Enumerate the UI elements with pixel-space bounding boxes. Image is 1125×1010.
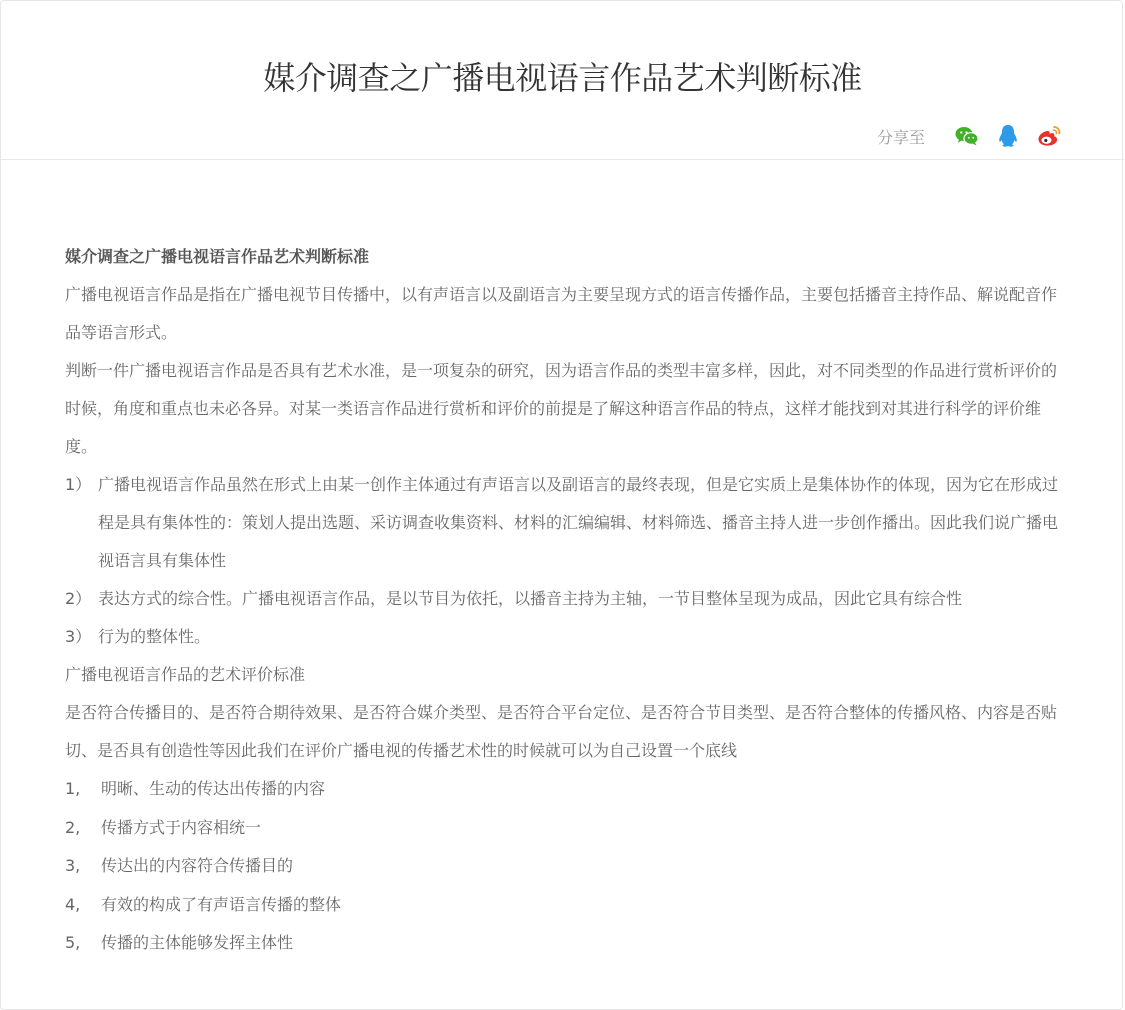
section-heading: 广播电视语言作品的艺术评价标准 <box>65 665 306 684</box>
list-text: 传达出的内容符合传播目的 <box>101 856 294 875</box>
page-title: 媒介调查之广播电视语言作品艺术判断标准 <box>263 59 862 97</box>
list-number: 1） <box>65 475 92 494</box>
share-bar <box>877 121 1062 151</box>
list-item <box>65 924 1060 963</box>
paragraph: 判断一件广播电视语言作品是否具有艺术水准，是一项复杂的研究，因为语言作品的类型丰富多样，因此，对不同类型的作品进行赏析评价的时候，角度和重点也未必各异。对某一类语言作品进行赏析和评价的前提是了解这种语言作品的特点，这样才能找到对其进行科学的评价维度。 <box>65 361 1058 456</box>
list-text: 有效的构成了有声语言传播的整体 <box>101 894 342 914</box>
list-text: 表达方式的综合性。广播电视语言作品，是以节目为依托，以播音主持为主轴，一节目整体呈现为成品，因此它具有综合性 <box>98 589 963 608</box>
wechat-icon[interactable] <box>954 123 980 149</box>
list-item <box>65 618 1060 656</box>
article-header <box>1 1 1124 160</box>
list-item <box>65 809 1060 848</box>
list-number: 3, <box>65 856 81 875</box>
list-item <box>65 580 1060 618</box>
list-text: 明晰、生动的传达出传播的内容 <box>101 779 326 798</box>
list-number: 3） <box>65 627 92 646</box>
article-body <box>65 238 1060 963</box>
weibo-icon[interactable] <box>1036 123 1062 149</box>
share-label: 分享至 <box>876 127 925 147</box>
qq-icon[interactable] <box>995 123 1021 149</box>
list-number: 2, <box>65 817 81 837</box>
list-text: 行为的整体性。 <box>98 627 211 646</box>
list-text: 传播方式于内容相统一 <box>101 817 262 837</box>
list-text: 广播电视语言作品虽然在形式上由某一创作主体通过有声语言以及副语言的最终表现，但是它实质上是集体协作的体现，因为它在形成过程是具有集体性的：策划人提出选题、采访调查收集资料、材料的汇编编辑、材料筛选、播音主持人进一步创作播出。因此我们说广播电视语言具有集体性 <box>98 475 1059 570</box>
list-text: 传播的主体能够发挥主体性 <box>101 933 294 952</box>
article-heading: 媒介调查之广播电视语言作品艺术判断标准 <box>65 247 370 266</box>
list-number: 5, <box>65 933 81 952</box>
list-number: 4, <box>65 894 81 914</box>
paragraph: 是否符合传播目的、是否符合期待效果、是否符合媒介类型、是否符合平台定位、是否符合节目类型、是否符合整体的传播风格、内容是否贴切、是否具有创造性等因此我们在评价广播电视的传播艺术性的时候就可以为自己设置一个底线 <box>65 703 1058 760</box>
paragraph: 广播电视语言作品是指在广播电视节目传播中，以有声语言以及副语言为主要呈现方式的语言传播作品，主要包括播音主持作品、解说配音作品等语言形式。 <box>65 285 1058 342</box>
list-number: 2） <box>65 589 92 608</box>
list-number: 1, <box>65 779 81 798</box>
list-item <box>65 770 1060 809</box>
list-item <box>65 847 1060 886</box>
list-item <box>65 886 1060 925</box>
list-item <box>65 466 1060 580</box>
